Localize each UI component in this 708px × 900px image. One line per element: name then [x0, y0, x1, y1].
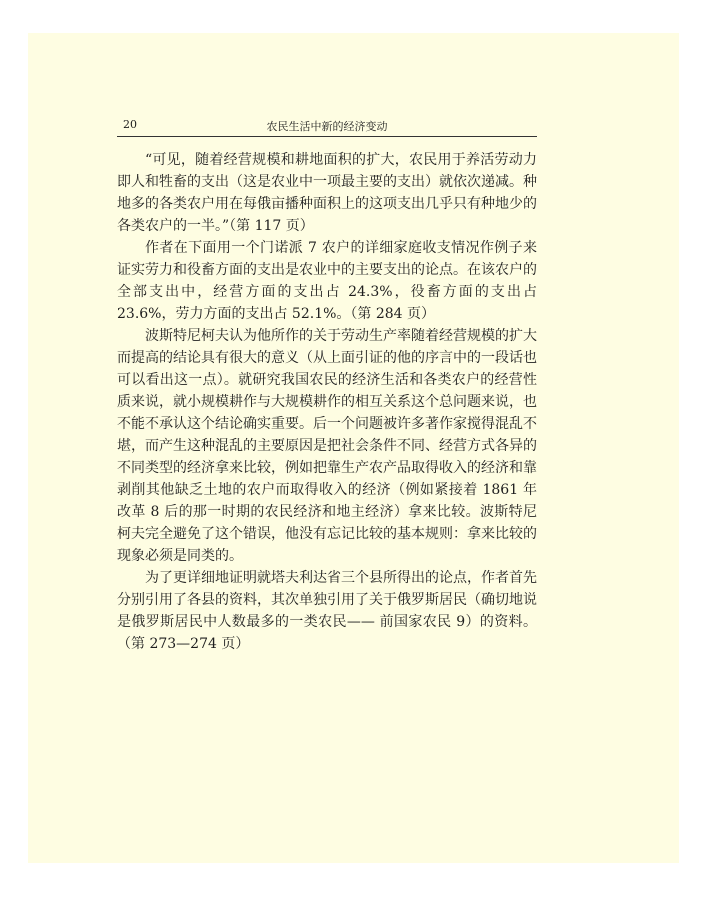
page-number: 20 [123, 118, 137, 131]
paragraph: 波斯特尼柯夫认为他所作的关于劳动生产率随着经营规模的扩大而提高的结论具有很大的意义（从上面引证的他的序言中的一段话也可以看出这一点）。就研究我国农民的经济生活和各类农户的经营性质来说，就小规模耕作与大规模耕作的相互关系这个总问题来说，也不能不承认这个结论确实重要。后一个问题被许多著作家搅得混乱不堪，而产生这种混乱的主要原因是把社会条件不同、经营方式各异的不同类型的经济拿来比较，例如把靠生产农产品取得收入的经济和靠剥削其他缺乏土地的农户而取得收入的经济（例如紧接着 1861 年改革 8 后的那一时期的农民经济和地主经济）拿来比较。波斯特尼柯夫完全避免了这个错误，他没有忘记比较的基本规则：拿来比较的现象必须是同类的。 [117, 328, 537, 564]
paragraph: 为了更详细地证明就塔夫利达省三个县所得出的论点，作者首先分别引用了各县的资料，其次单独引用了关于俄罗斯居民（确切地说是俄罗斯居民中人数最多的一类农民—— 前国家农民 9）的资料。（第 273—274 页） [117, 570, 537, 652]
paragraph: 作者在下面用一个门诺派 7 农户的详细家庭收支情况作例子来证实劳力和役畜方面的支出是农业中的主要支出的论点。在该农户的全部支出中，经营方面的支出占 24.3%，役畜方面的支出占 23.6%，劳力方面的支出占 52.1%。（第 284 页） [117, 240, 537, 322]
running-title: 农民生活中新的经济变动 [266, 120, 388, 133]
body-text [117, 149, 537, 655]
paragraph: “可见，随着经营规模和耕地面积的扩大，农民用于养活劳动力即人和牲畜的支出（这是农业中一项最主要的支出）就依次递减。种地多的各类农户用在每俄亩播种面积上的这项支出几乎只有种地少的各类农户的一半。”（第 117 页） [117, 152, 537, 234]
page-header [117, 114, 537, 137]
